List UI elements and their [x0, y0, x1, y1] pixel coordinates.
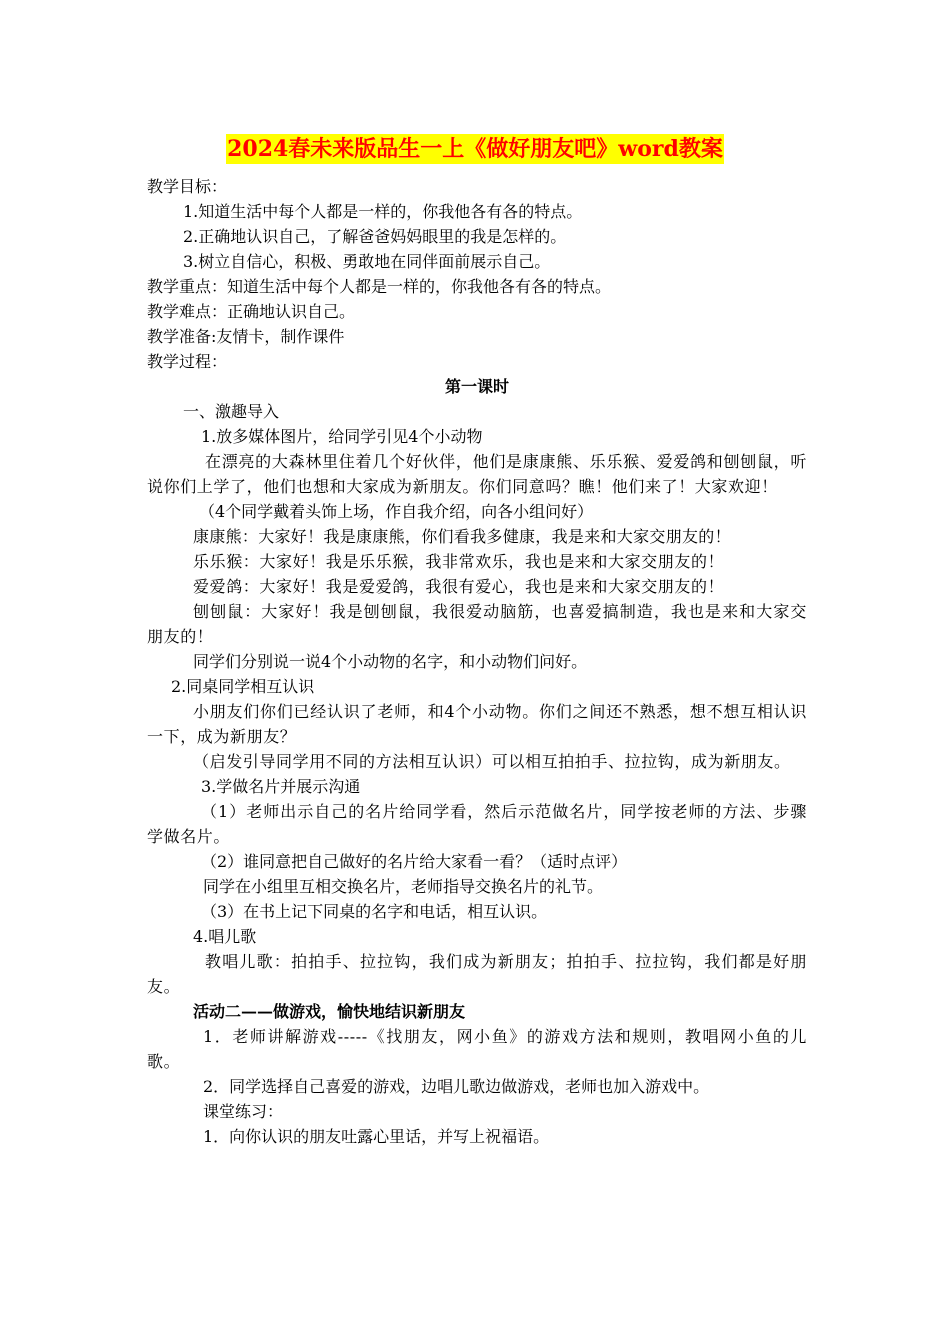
step-3: 3.学做名片并展示沟通: [201, 777, 361, 796]
intro-paragraph: 在漂亮的大森林里住着几个好伙伴，他们是康康熊、乐乐猴、爱爱鸽和刨刨鼠，听说你们上学了，他们也想和大家成为新朋友。你们同意吗？瞧！他们来了！大家欢迎！: [147, 452, 807, 496]
activity-2-item-2: 2．同学选择自己喜爱的游戏，边唱儿歌边做游戏，老师也加入游戏中。: [203, 1077, 710, 1096]
title-block: [0, 134, 950, 164]
exercise-1: 1．向你认识的朋友吐露心里话，并写上祝福语。: [203, 1127, 550, 1146]
step-2-paragraph: 小朋友们你们已经认识了老师，和4个小动物。你们之间还不熟悉，想不想互相认识一下，成为新朋友？: [147, 702, 807, 746]
key-point: 教学重点：知道生活中每个人都是一样的，你我他各有各的特点。: [147, 277, 612, 296]
dialogue-monkey: 乐乐猴：大家好！我是乐乐猴，我非常欢乐，我也是来和大家交朋友的！: [193, 552, 725, 571]
stage-direction: （4个同学戴着头饰上场，作自我介绍，向各小组问好）: [199, 502, 594, 521]
exercise-label: 课堂练习：: [203, 1102, 284, 1121]
objectives-label: 教学目标：: [147, 177, 228, 196]
step-3-item-1: （1）老师出示自己的名片给同学看，然后示范做名片，同学按老师的方法、步骤学做名片。: [147, 802, 807, 846]
song-paragraph: 教唱儿歌：拍拍手、拉拉钩，我们成为新朋友；拍拍手、拉拉钩，我们都是好朋友。: [147, 952, 807, 996]
activity-2-item-1: 1．老师讲解游戏-----《找朋友，网小鱼》的游戏方法和规则，教唱网小鱼的儿歌。: [147, 1027, 807, 1071]
document-title: 2024春未来版品生一上《做好朋友吧》word教案: [227, 136, 723, 162]
section-1-heading: 一、激趣导入: [183, 402, 280, 421]
dialogue-bear: 康康熊：大家好！我是康康熊，你们看我多健康，我是来和大家交朋友的！: [193, 527, 731, 546]
dialogue-mouse: 刨刨鼠：大家好！我是刨刨鼠，我很爱动脑筋，也喜爱搞制造，我也是来和大家交朋友的！: [147, 602, 807, 646]
difficulty: 教学难点：正确地认识自己。: [147, 302, 356, 321]
process-label: 教学过程：: [147, 352, 228, 371]
step-3-exchange: 同学在小组里互相交换名片，老师指导交换名片的礼节。: [203, 877, 604, 896]
objective-3: 3.树立自信心，积极、勇敢地在同伴面前展示自己。: [183, 252, 551, 271]
dialogue-dove: 爱爱鸽：大家好！我是爱爱鸽，我很有爱心，我也是来和大家交朋友的！: [193, 577, 725, 596]
step-4: 4.唱儿歌: [193, 927, 257, 946]
step-2-guidance: （启发引导同学用不同的方法相互认识）可以相互拍拍手、拉拉钩，成为新朋友。: [193, 752, 791, 771]
objective-1: 1.知道生活中每个人都是一样的，你我他各有各的特点。: [183, 202, 583, 221]
document-body: [147, 174, 807, 1149]
step-2: 2.同桌同学相互认识: [171, 677, 315, 696]
step-3-item-3: （3）在书上记下同桌的名字和电话，相互认识。: [201, 902, 548, 921]
step-3-item-2: （2）谁同意把自己做好的名片给大家看一看？（适时点评）: [201, 852, 628, 871]
objective-2: 2.正确地认识自己，了解爸爸妈妈眼里的我是怎样的。: [183, 227, 567, 246]
activity-2-heading: 活动二——做游戏，愉快地结识新朋友: [193, 1002, 466, 1021]
step-1: 1.放多媒体图片，给同学引见4个小动物: [201, 427, 483, 446]
lesson-heading: 第一课时: [444, 377, 509, 396]
preparation: 教学准备:友情卡，制作课件: [147, 327, 345, 346]
greet-animals: 同学们分别说一说4个小动物的名字，和小动物们问好。: [193, 652, 588, 671]
